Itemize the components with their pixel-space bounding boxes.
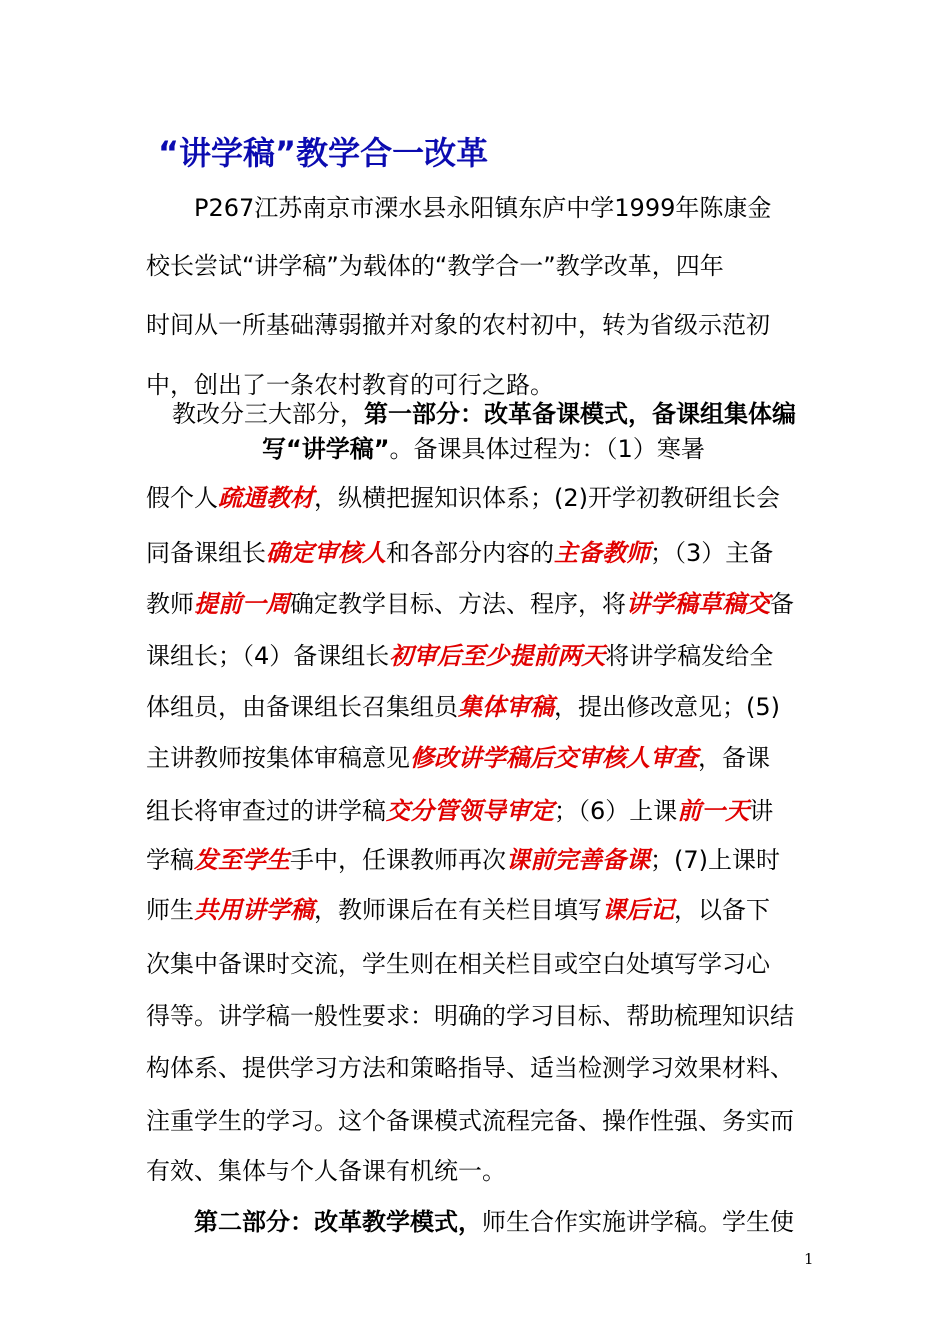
text-line: [146, 636, 811, 676]
text-line: [262, 429, 927, 469]
highlighted-phrase: 共用讲学稿: [194, 896, 314, 924]
text-segment: 校长尝试“讲学稿”为载体的“教学合一”教学改革，四年: [146, 252, 724, 280]
text-segment: 学稿: [146, 846, 194, 874]
text-line: [146, 305, 811, 345]
text-segment: 备: [770, 590, 794, 618]
highlighted-phrase: 课前完善备课: [506, 846, 650, 874]
text-segment: 得等。讲学稿一般性要求：明确的学习目标、帮助梳理知识结: [146, 1002, 794, 1030]
text-line: [172, 394, 837, 434]
text-line: [146, 533, 811, 573]
highlighted-phrase: 交分管领导审定: [386, 797, 554, 825]
text-line: [146, 687, 811, 727]
text-line: [146, 584, 811, 624]
text-line: [146, 738, 811, 778]
text-line: [194, 188, 859, 228]
highlighted-phrase: 确定审核人: [266, 539, 386, 567]
text-line: [146, 1048, 811, 1088]
highlighted-phrase: 提前一周: [194, 590, 290, 618]
page-number: 1: [804, 1250, 814, 1268]
highlighted-phrase: 前一天: [677, 797, 750, 825]
bold-phrase: 第一部分：改革备课模式，备课组集体编: [364, 400, 796, 428]
text-segment: 手中，任课教师再次: [290, 846, 506, 874]
text-segment: 将讲学稿发给全: [605, 642, 774, 670]
text-line: [146, 944, 811, 984]
text-segment: 时间从一所基础薄弱撤并对象的农村初中，转为省级示范初: [146, 311, 770, 339]
text-line: [146, 246, 811, 286]
text-segment: 同备课组长: [146, 539, 266, 567]
text-segment: 师生合作实施讲学稿。学生使: [482, 1208, 794, 1236]
text-line: [146, 996, 811, 1036]
text-segment: 组长将审查过的讲学稿: [146, 797, 386, 825]
text-segment: ；（3）主备: [650, 539, 774, 567]
text-segment: 确定教学目标、方法、程序，将: [290, 590, 626, 618]
text-segment: 教改分三大部分，: [172, 400, 364, 428]
text-segment: ，提出修改意见；(5): [554, 693, 780, 721]
text-segment: 构体系、提供学习方法和策略指导、适当检测学习效果材料、: [146, 1054, 794, 1082]
text-segment: ；(7)上课时: [650, 846, 780, 874]
text-segment: 体组员，由备课组长召集组员: [146, 693, 458, 721]
text-segment: 注重学生的学习。这个备课模式流程完备、操作性强、务实而: [146, 1107, 794, 1135]
text-line: [146, 1151, 811, 1191]
text-segment: 主讲教师按集体审稿意见: [146, 744, 410, 772]
text-line: [146, 478, 811, 518]
text-segment: ，备课: [698, 744, 770, 772]
text-segment: P267江苏南京市溧水县永阳镇东庐中学1999年陈康金: [194, 194, 772, 222]
text-segment: 师生: [146, 896, 194, 924]
text-segment: 次集中备课时交流，学生则在相关栏目或空白处填写学习心: [146, 950, 770, 978]
text-segment: ；（6）上课: [554, 797, 678, 825]
text-segment: 。备课具体过程为：（1）寒暑: [389, 435, 705, 463]
text-line: [146, 1101, 811, 1141]
text-segment: 和各部分内容的: [386, 539, 554, 567]
text-segment: 课组长；（4）备课组长: [146, 642, 390, 670]
highlighted-phrase: 集体审稿: [458, 693, 554, 721]
text-segment: ，教师课后在有关栏目填写: [314, 896, 602, 924]
text-line: [146, 840, 811, 880]
highlighted-phrase: 修改讲学稿后交审核人审查: [410, 744, 698, 772]
text-line: [146, 890, 811, 930]
highlighted-phrase: 初审后至少提前两天: [389, 642, 606, 670]
highlighted-phrase: 课后记: [602, 896, 674, 924]
highlighted-phrase: 疏通教材: [218, 484, 314, 512]
text-segment: 有效、集体与个人备课有机统一。: [146, 1157, 506, 1185]
highlighted-phrase: 发至学生: [194, 846, 290, 874]
text-segment: ，纵横把握知识体系；(2)开学初教研组长会: [314, 484, 780, 512]
text-segment: 假个人: [146, 484, 218, 512]
bold-phrase: 第二部分：改革教学模式，: [194, 1208, 482, 1236]
highlighted-phrase: 主备教师: [554, 539, 650, 567]
text-line: [194, 1202, 859, 1242]
text-segment: 中，创出了一条农村教育的可行之路。: [146, 371, 554, 399]
bold-phrase: 写“讲学稿”: [262, 435, 390, 463]
text-segment: 教师: [146, 590, 194, 618]
document-title: “讲学稿”教学合一改革: [158, 134, 489, 172]
text-line: [146, 791, 811, 831]
text-segment: ，以备下: [674, 896, 770, 924]
highlighted-phrase: 讲学稿草稿交: [626, 590, 770, 618]
text-segment: 讲: [749, 797, 774, 825]
